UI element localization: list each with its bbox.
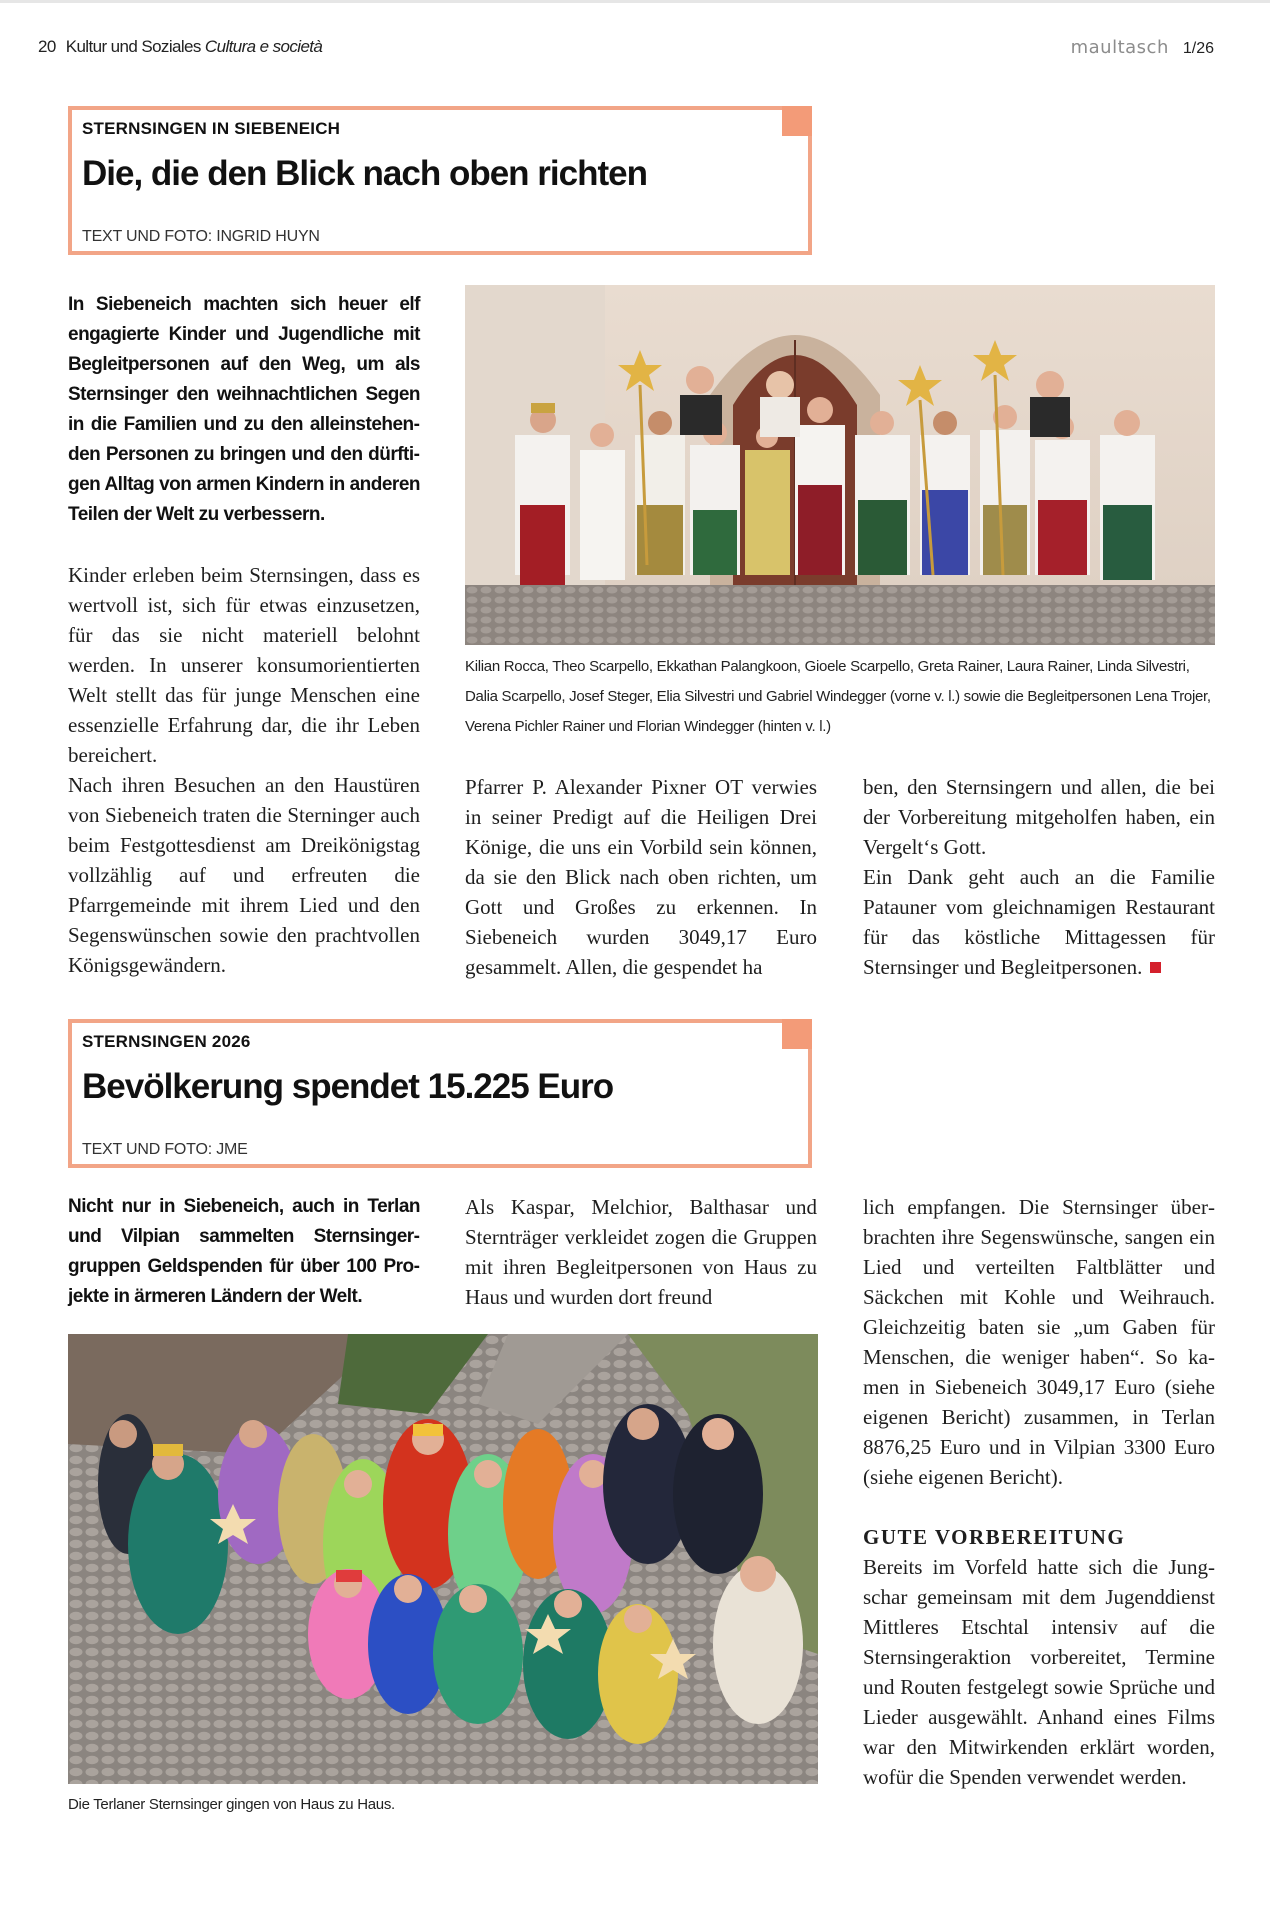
top-divider [0, 0, 1270, 3]
section-title-it: Cultura e società [204, 37, 323, 56]
brand-logo: maultasch [1070, 37, 1169, 58]
article-kicker: STERNSINGEN 2026 [82, 1032, 251, 1051]
running-head [38, 37, 322, 57]
photo-caption: Kilian Rocca, Theo Scarpello, Ekkathan Palangkoon, Gioele Scarpello, Greta Rainer, Laura Rainer, Linda Silvestri, Dalia Scarpello, Josef Steger, Elia Silvestri und Gabriel Windegger (vorne v. l.) sowie die Begleitpersonen Lena Trojer, Verena Pichler Rainer und Florian Windegger (hinten v. l.) [465, 658, 1211, 735]
article-title: Bevölkerung spendet 15.225 Euro [82, 1067, 614, 1106]
section-title-de: Kultur und Soziales [65, 37, 201, 56]
article-title: Die, die den Blick nach oben richten [82, 154, 647, 193]
page-header [38, 37, 1218, 63]
end-of-article-mark [1150, 962, 1161, 973]
photo-sternsinger-siebeneich [465, 285, 1215, 645]
headline-box [68, 106, 812, 255]
masthead [1071, 37, 1214, 58]
photo-caption: Die Terlaner Sternsinger gingen von Haus zu Haus. [68, 1796, 395, 1813]
article-lead: Nicht nur in Siebeneich, auch in Terlan und Vilpian sammelten Sternsingergruppen Geldspenden für über 100 Projekte in ärmeren Ländern der Welt. [68, 1196, 420, 1307]
article-kicker: STERNSINGEN IN SIEBENEICH [82, 119, 341, 138]
article-body-col3: lich empfangen. Die Sternsinger überbrachten ihre Segenswünsche, sangen ein Lied und verteilten Faltblätter und Säckchen mit Kohle und Weihrauch. Gleichzeitig baten sie „um Gaben für Menschen, die weniger haben“. So kamen in Siebeneich 3049,17 Euro (siehe eigenen Bericht) zusammen, in Terlan 8876,25 Euro und in Vilpian 3300 Euro (siehe eigenen Bericht). [863, 1195, 1215, 1489]
article-body-col2: Pfarrer P. Alexander Pixner OT verwies in seiner Predigt auf die Heiligen Drei Könige, die uns ein Vorbild sein können, da sie den Blick nach oben richten, um Gott und Großes zu erkennen. In Siebeneich wurden 3049,17 Euro gesammelt. Allen, die gespendet ha [465, 775, 817, 979]
article-lead: In Siebeneich machten sich heuer elf engagierte Kinder und Jugendliche mit Begleitpersonen auf den Weg, um als Sternsinger den weihnachtlichen Segen in die Familien und zu den alleinstehenden Personen zu bringen und den dürftigen Alltag von armen Kindern in anderen Teilen der Welt zu verbessern. [68, 294, 420, 525]
paragraph-text: Ein Dank geht auch an die Familie Patauner vom gleichnamigen Restaurant für das köstliche Mittagessen für Sternsinger und Begleitpersonen. [863, 865, 1215, 979]
photo-image [68, 1334, 818, 1784]
photo-image [465, 285, 1215, 645]
article-subsection [863, 1522, 1215, 1792]
article-byline: TEXT UND FOTO: INGRID HUYN [82, 228, 320, 245]
article-body-col1 [68, 560, 420, 980]
subheading: GUTE VORBEREITUNG [863, 1525, 1126, 1549]
page-number: 20 [38, 37, 56, 56]
photo-terlaner-sternsinger [68, 1334, 818, 1784]
corner-accent [782, 1019, 812, 1049]
paragraph: Kinder erleben beim Sternsingen, dass es wertvoll ist, sich für etwas einzusetzen, für das sie nicht materiell belohnt werden. In unserer konsumorientierten Welt stellt das für junge Menschen eine essenzielle Erfahrung dar, die ihr Leben bereichert. [68, 563, 420, 767]
paragraph [863, 862, 1215, 982]
corner-accent [782, 106, 812, 136]
issue-number: 1/26 [1182, 40, 1214, 57]
paragraph: Nach ihren Besuchen an den Haustüren von Siebeneich traten die Sterninger auch beim Festgottesdienst am Dreikönigstag vollzählig auf und erfreuten die Pfarrgemeinde mit ihrem Lied und den Segenswünschen sowie den prachtvollen Königsgewändern. [68, 773, 420, 977]
article-byline: TEXT UND FOTO: JME [82, 1141, 248, 1158]
paragraph: ben, den Sternsingern und allen, die bei der Vorbereitung mitgeholfen haben, ein Vergelt‘s Gott. [863, 775, 1215, 859]
article-body-col3 [863, 772, 1215, 982]
headline-box [68, 1019, 812, 1168]
subsection-body: Bereits im Vorfeld hatte sich die Jungschar gemeinsam mit dem Jugenddienst Mittleres Etschtal intensiv auf die Sternsingeraktion vorbereitet, Termine und Routen festgelegt sowie Sprüche und Lieder ausgewählt. Anhand eines Films war den Mitwirkenden erklärt worden, wofür die Spenden verwendet werden. [863, 1555, 1215, 1789]
article-body-col2: Als Kaspar, Melchior, Balthasar und Sternträger verkleidet zogen die Gruppen mit ihren Begleitpersonen von Haus zu Haus und wurden dort freund [465, 1195, 817, 1309]
